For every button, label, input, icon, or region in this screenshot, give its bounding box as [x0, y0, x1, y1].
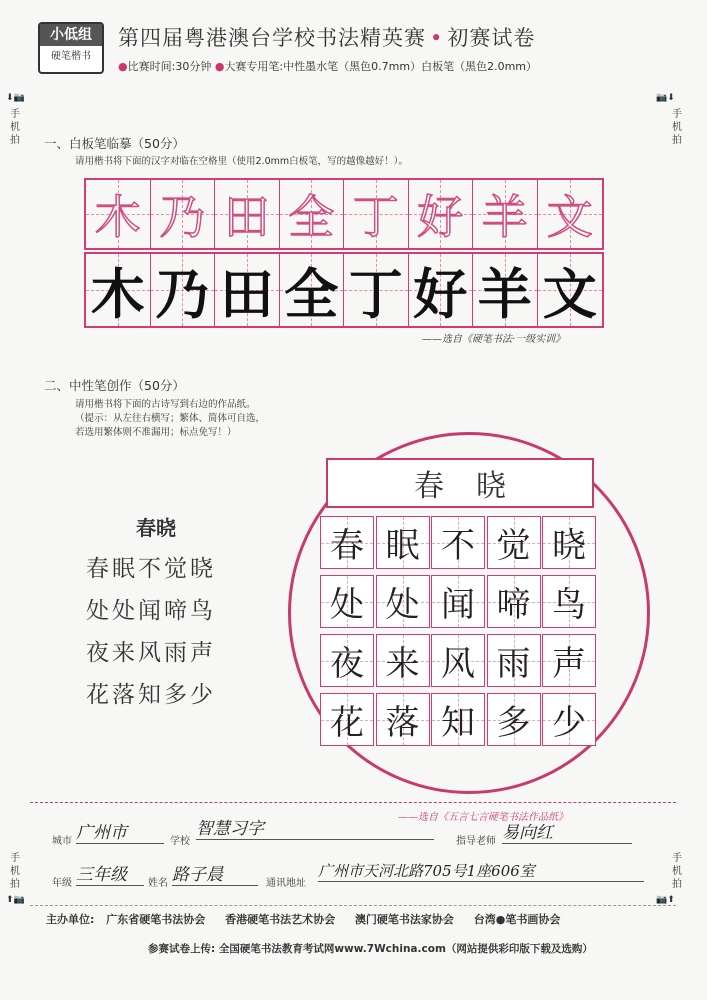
badge-style-label: 硬笔楷书 [51, 51, 91, 62]
model-cell [86, 254, 151, 326]
group-badge [38, 22, 104, 74]
poem-line: 夜来风雨声 [86, 640, 216, 666]
side-label-left-top: 手机拍 [10, 109, 20, 146]
model-char: 丁 [348, 262, 403, 326]
address-label: 通讯地址 [266, 878, 306, 889]
address-field[interactable]: 广州市天河北路705号1座606室 [318, 860, 644, 882]
city-field[interactable]: 广州市 [76, 818, 164, 844]
poem-line: 春眠不觉晓 [86, 556, 216, 582]
grade-field[interactable]: 三年级 [76, 860, 144, 886]
work-cell[interactable] [320, 693, 374, 746]
teacher-field[interactable]: 易向红 [502, 818, 632, 844]
title-separator: • [430, 26, 444, 50]
pen-label: 大赛专用笔: [224, 60, 284, 73]
section1-source: ——选自《硬笔书法·一级实训》 [422, 334, 566, 345]
bullet-icon: ● [214, 60, 225, 73]
work-cell[interactable] [376, 693, 430, 746]
poem-line: 花落知多少 [86, 682, 216, 708]
side-label-left-bottom: 手机拍 [10, 853, 20, 890]
work-char: 处 [330, 585, 364, 625]
model-cell [215, 254, 280, 326]
work-cell[interactable] [487, 516, 541, 569]
sponsor-item: 广东省硬笔书法协会 [106, 913, 206, 926]
trace-cell[interactable] [473, 180, 538, 248]
model-char: 好 [413, 262, 468, 326]
trace-cell[interactable] [151, 180, 216, 248]
trace-cell[interactable] [86, 180, 151, 248]
work-row [320, 575, 596, 628]
model-cell [151, 254, 216, 326]
work-row [320, 634, 596, 687]
model-cell [280, 254, 345, 326]
work-char: 啼 [496, 585, 531, 625]
work-char: 知 [441, 703, 475, 743]
work-cell[interactable] [320, 634, 374, 687]
model-char: 文 [542, 262, 597, 326]
section1-instruction: 请用楷书将下面的汉字对临在空格里（使用2.0mm白板笔，写的越像越好！）。 [75, 156, 408, 167]
work-char: 声 [552, 644, 586, 684]
trace-char: 文 [546, 190, 593, 244]
work-title-box[interactable] [326, 458, 594, 508]
page-title [118, 22, 535, 52]
model-cell [538, 254, 603, 326]
sponsor-item: 台湾●笔书画协会 [473, 913, 561, 926]
section2-instruction-1: 请用楷书将下面的古诗写到右边的作品纸。 [75, 399, 256, 410]
section2-source: ——选自《五言七言硬笔书法作品纸》 [398, 812, 568, 823]
trace-char: 丁 [352, 190, 399, 244]
camera-icon: ⬆📷 [6, 895, 25, 905]
work-char: 夜 [330, 644, 364, 684]
work-cell[interactable] [487, 575, 541, 628]
work-cell[interactable] [487, 693, 541, 746]
camera-icon: ⬇📷 [6, 93, 25, 103]
model-char: 乃 [155, 262, 210, 326]
work-char: 春 [330, 526, 364, 566]
time-value: 30分钟 [175, 60, 212, 73]
trace-char: 全 [288, 190, 335, 244]
trace-char: 乃 [159, 190, 206, 244]
school-field[interactable]: 智慧习字 [196, 814, 434, 840]
school-label: 学校 [170, 836, 190, 847]
work-cell[interactable] [542, 693, 596, 746]
work-cell[interactable] [542, 634, 596, 687]
work-cell[interactable] [431, 575, 485, 628]
work-char: 花 [330, 703, 364, 743]
work-cell[interactable] [376, 516, 430, 569]
work-cell[interactable] [487, 634, 541, 687]
work-cell[interactable] [542, 516, 596, 569]
work-row [320, 516, 596, 569]
poem-line: 处处闻啼鸟 [86, 598, 216, 624]
pen-value: 中性墨水笔（黑色0.7mm）白板笔（黑色2.0mm） [283, 60, 538, 73]
work-char: 鸟 [552, 585, 586, 625]
work-char: 晓 [552, 526, 586, 566]
trace-cell[interactable] [409, 180, 474, 248]
sponsors [46, 911, 560, 927]
badge-group-label: 小低组 [40, 24, 102, 46]
model-cell [473, 254, 538, 326]
teacher-label: 指导老师 [456, 836, 496, 847]
work-char: 觉 [496, 526, 531, 566]
trace-char: 好 [417, 190, 464, 244]
trace-cell[interactable] [538, 180, 603, 248]
model-char: 全 [284, 262, 339, 326]
model-cell [409, 254, 474, 326]
trace-cell[interactable] [280, 180, 345, 248]
work-grid [320, 516, 596, 752]
section2-instruction-2: （提示：从左往右横写；繁体、简体可自选， [75, 413, 266, 424]
section2-instruction-3: 若选用繁体则不准漏用；标点免写！） [75, 427, 237, 438]
work-char: 闻 [441, 585, 475, 625]
trace-char: 木 [94, 190, 141, 244]
model-char: 木 [90, 262, 145, 326]
poem-title: 春晓 [136, 516, 176, 540]
model-char: 羊 [477, 262, 532, 326]
camera-icon: 📷⬇ [656, 93, 675, 103]
work-cell[interactable] [376, 634, 430, 687]
work-cell[interactable] [431, 516, 485, 569]
upload-notice: 参赛试卷上传: 全国硬笔书法教育考试网www.7Wchina.com（网站提供彩印版下载及选购） [148, 943, 593, 955]
section1-heading: 一、白板笔临摹（50分） [44, 136, 185, 151]
name-field[interactable]: 路子晨 [172, 860, 258, 886]
exam-info [118, 58, 537, 74]
work-cell[interactable] [431, 634, 485, 687]
side-label-right-top: 手机拍 [672, 109, 682, 146]
time-label: 比赛时间: [127, 60, 176, 73]
work-char: 来 [385, 644, 420, 684]
trace-grid [84, 178, 604, 250]
trace-cell[interactable] [215, 180, 280, 248]
work-cell[interactable] [376, 575, 430, 628]
side-label-right-bottom: 手机拍 [672, 853, 682, 890]
work-cell[interactable] [542, 575, 596, 628]
work-cell[interactable] [320, 575, 374, 628]
work-char: 风 [441, 644, 475, 684]
work-char: 落 [385, 703, 420, 743]
sponsor-item: 香港硬笔书法艺术协会 [225, 913, 336, 926]
trace-char: 羊 [481, 190, 528, 244]
work-title: 春晓 [414, 469, 538, 504]
city-label: 城市 [52, 836, 72, 847]
model-char: 田 [219, 262, 274, 326]
work-char: 雨 [496, 644, 531, 684]
name-label: 姓名 [148, 878, 168, 889]
work-char: 处 [385, 585, 420, 625]
sponsor-item: 澳门硬笔书法家协会 [354, 913, 454, 926]
grade-label: 年级 [52, 878, 72, 889]
bullet-icon: ● [118, 60, 128, 73]
work-char: 少 [552, 703, 586, 743]
camera-icon: 📷⬆ [656, 895, 675, 905]
section2-heading: 二、中性笔创作（50分） [44, 378, 185, 393]
model-cell [344, 254, 409, 326]
divider [30, 802, 676, 803]
model-grid [84, 252, 604, 328]
trace-char: 田 [223, 190, 270, 244]
title-tail: 初赛试卷 [447, 26, 536, 50]
sponsor-prefix: 主办单位: [46, 913, 95, 926]
work-char: 眠 [385, 526, 420, 566]
work-cell[interactable] [431, 693, 485, 746]
title-main: 第四届粤港澳台学校书法精英赛 [118, 26, 426, 50]
trace-cell[interactable] [344, 180, 409, 248]
work-char: 多 [496, 703, 531, 743]
footer-divider [30, 905, 676, 906]
work-cell[interactable] [320, 516, 374, 569]
work-row [320, 693, 596, 746]
work-char: 不 [441, 526, 475, 566]
